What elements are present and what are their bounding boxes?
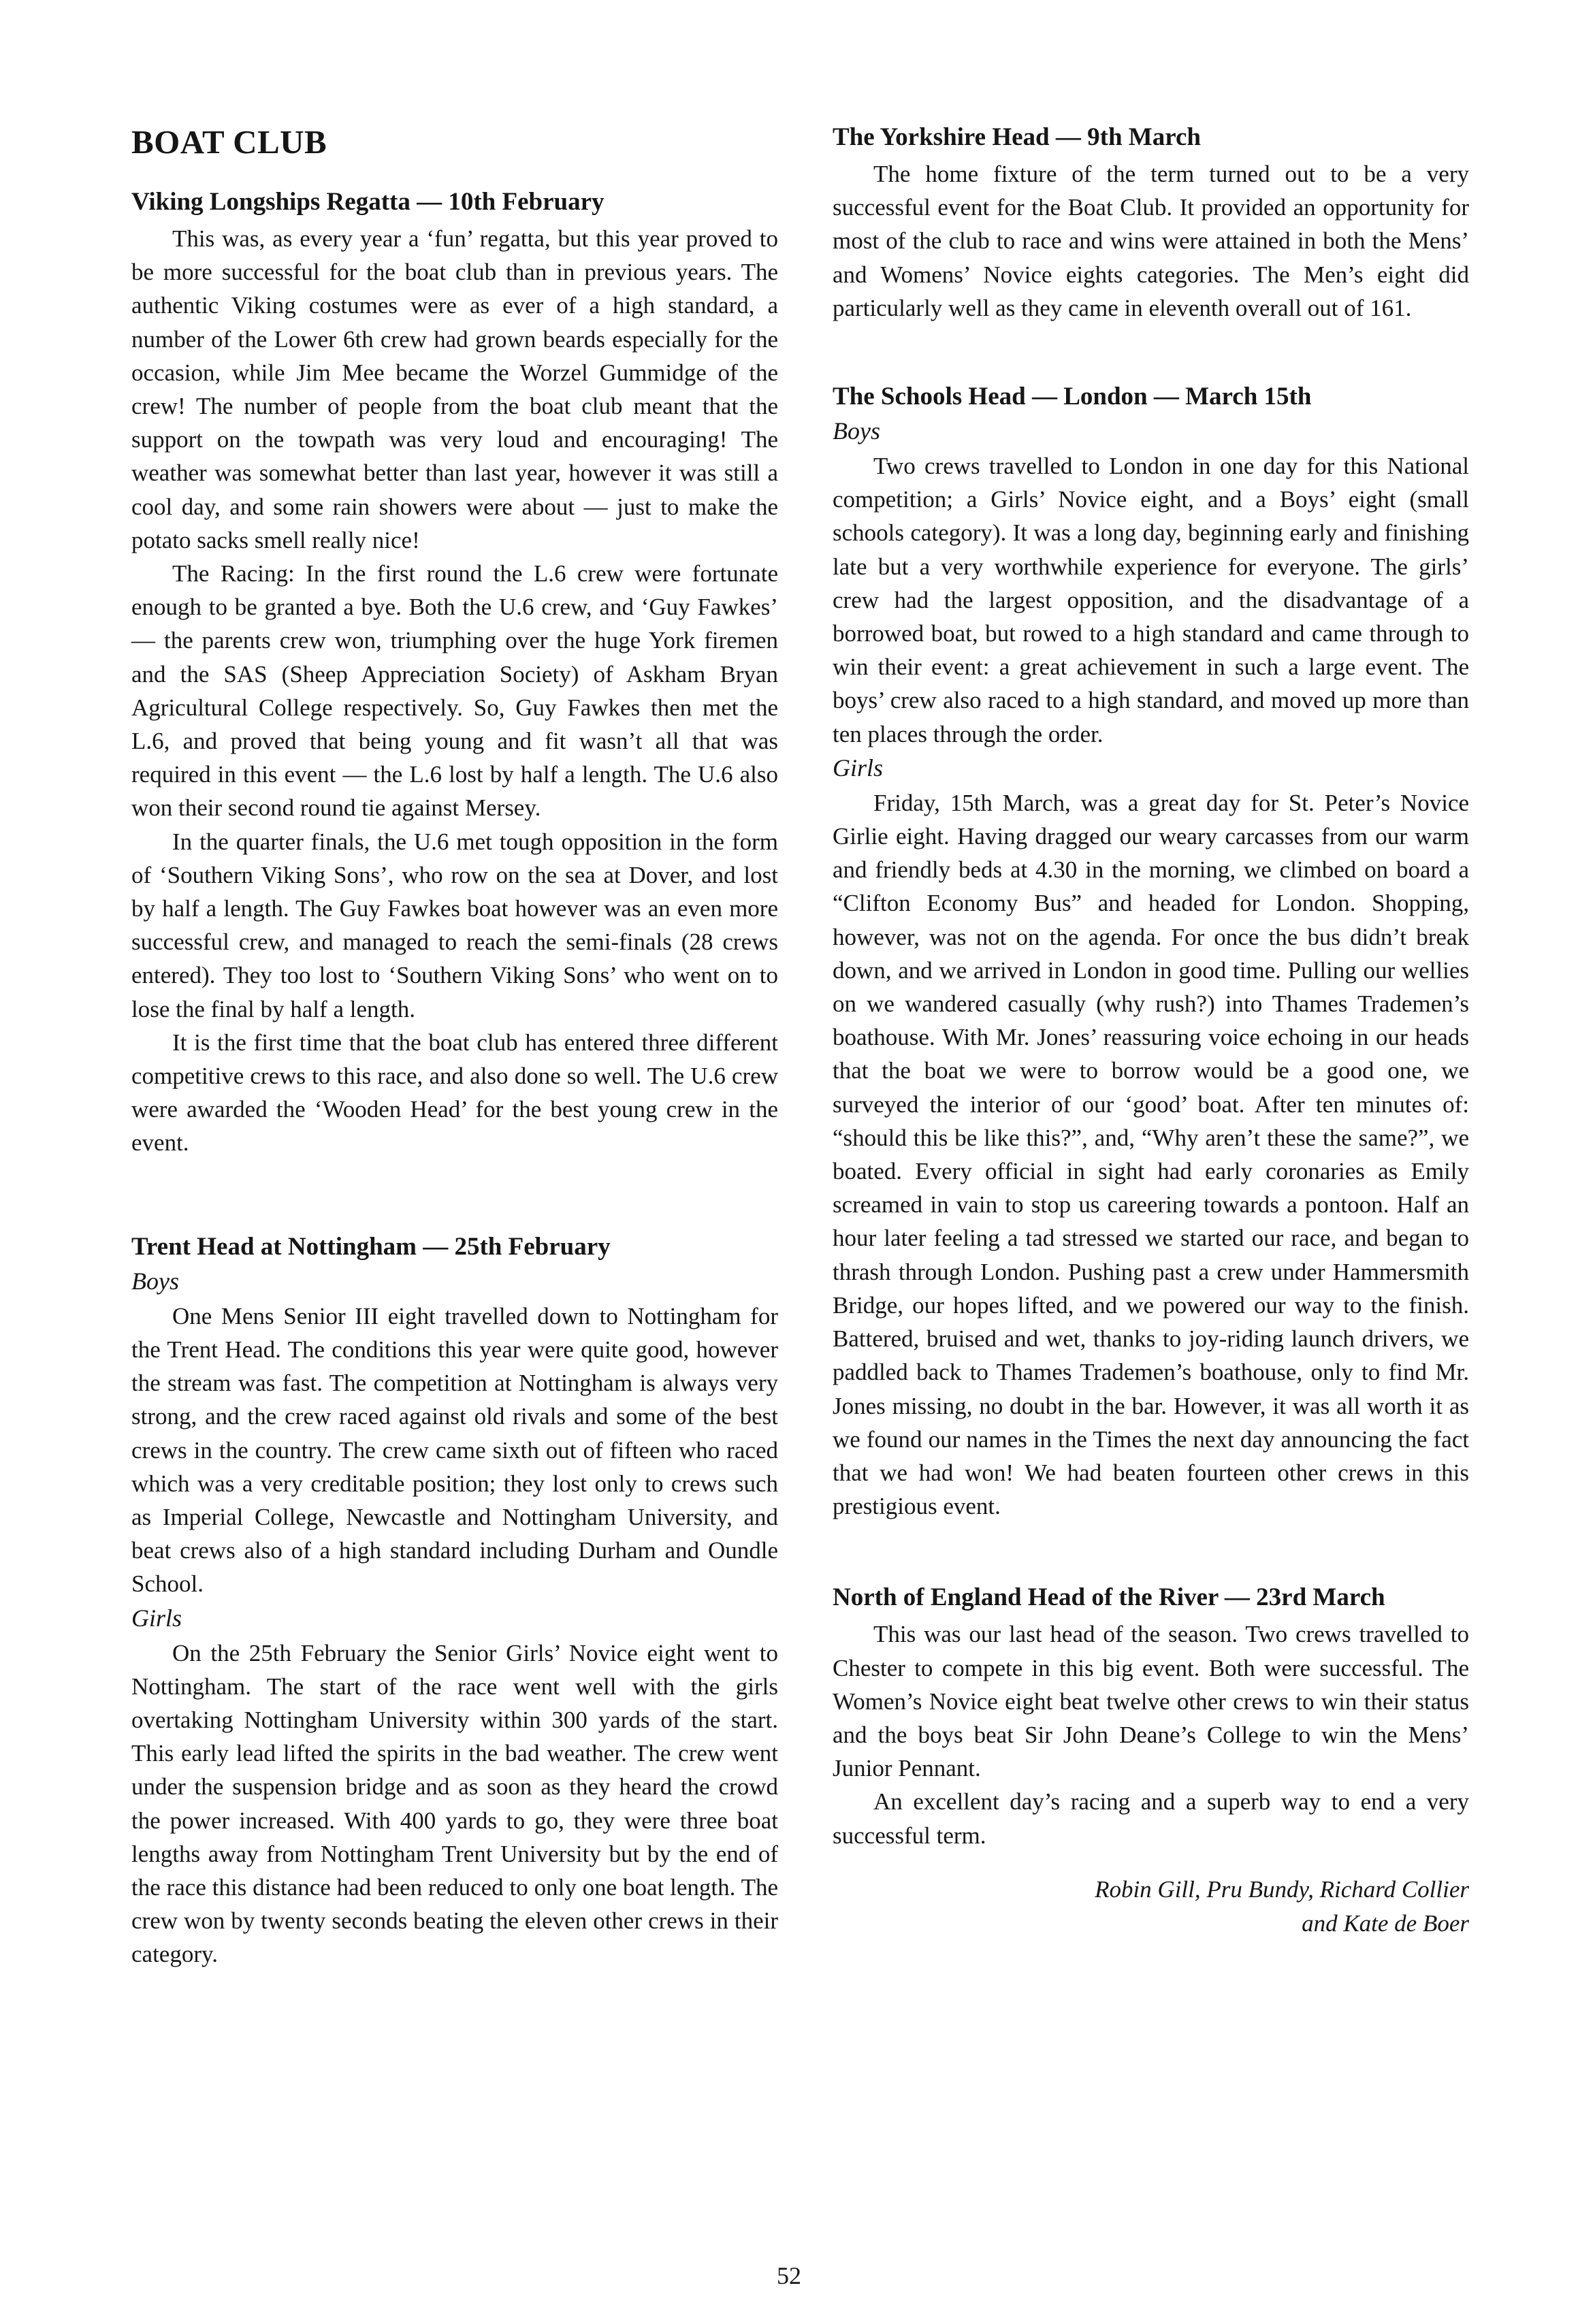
viking-paragraph-1: This was, as every year a ‘fun’ regatta, but this year proved to be more successful for the boat club than in previous years. The authentic Viking costumes were as ever of a high standard, a number of the Lower 6th crew had grown beards especially for the occasion, while Jim Mee became the Worzel Gummidge of the crew! The number of people from the boat club meant that the support on the towpath was very loud and encouraging! The weather was somewhat better than last year, however it was still a cool day, and some rain showers were about — just to make the potato sacks smell really nice! <box>131 225 778 553</box>
trent-girls-label: Girls <box>131 1604 182 1632</box>
viking-regatta-section <box>131 187 778 1160</box>
viking-paragraph-2: The Racing: In the first round the L.6 crew were fortunate enough to be granted a bye. Both the U.6 crew, and ‘Guy Fawkes’ — the parents crew won, triumphing over the huge York firemen and the SAS (Sheep Appreciation Society) of Askham Bryan Agricultural College respectively. So, Guy Fawkes then met the L.6, and proved that being young and fit wasn’t all that was required in this event — the L.6 lost by half a length. The U.6 also won their second round tie against Mersey. <box>131 560 778 822</box>
schools-girls-label: Girls <box>833 754 884 781</box>
viking-paragraph-3: In the quarter finals, the U.6 met tough opposition in the form of ‘Southern Viking Sons’, who row on the sea at Dover, and lost by half a length. The Guy Fawkes boat however was an even more successful crew, and managed to reach the semi-finals (28 crews entered). They too lost to ‘Southern Viking Sons’ who went on to lose the final by half a length. <box>131 828 778 1022</box>
yorkshire-paragraph: The home fixture of the term turned out to be a very successful event for the Boat Club. It provided an opportunity for most of the club to race and wins were attained in both the Mens’ and Womens’ Novice eights categories. The Men’s eight did particularly well as they came in eleventh overall out of 161. <box>833 161 1469 321</box>
section-spacer <box>833 325 1469 382</box>
trent-head-section <box>131 1232 778 1971</box>
section-spacer <box>131 1160 778 1232</box>
schools-boys-paragraph: Two crews travelled to London in one day for this National competition; a Girls’ Novice eight, and a Boys’ eight (small schools category). It was a long day, beginning early and finishing late but a very worthwhile experience for everyone. The girls’ crew had the largest opposition, and the disadvantage of a borrowed boat, but rowed to a high standard and came through to win their event: a great achievement in such a large event. The boys’ crew also raced to a high standard, and moved up more than ten places through the order. <box>833 453 1469 747</box>
schools-head-section <box>833 382 1469 1523</box>
trent-boys-paragraph: One Mens Senior III eight travelled down to Nottingham for the Trent Head. The conditions this year were quite good, however the stream was fast. The competition at Nottingham is always very strong, and the crew raced against old rivals and some of the best crews in the country. The crew came sixth out of fifteen who raced which was a very creditable position; they lost only to crews such as Imperial College, Newcastle and Nottingham University, and beat crews also of a high standard including Durham and Oundle School. <box>131 1302 778 1598</box>
schools-boys-label: Boys <box>833 417 880 445</box>
page-title: BOAT CLUB <box>131 123 327 161</box>
trent-boys-label: Boys <box>131 1267 179 1295</box>
yorkshire-head-heading: The Yorkshire Head — 9th March <box>833 123 1201 151</box>
viking-regatta-heading: Viking Longships Regatta — 10th February <box>131 188 605 216</box>
schools-head-heading: The Schools Head — London — March 15th <box>833 383 1312 411</box>
left-column <box>131 123 778 1971</box>
signature-line-1: Robin Gill, Pru Bundy, Richard Collier <box>1095 1875 1469 1903</box>
north-england-section <box>833 1583 1469 1852</box>
author-signature <box>833 1873 1469 1941</box>
viking-paragraph-4: It is the first time that the boat club has entered three different competitive crews to this race, and also done so well. The U.6 crew were awarded the ‘Wooden Head’ for the best young crew in the event. <box>131 1029 778 1157</box>
trent-girls-paragraph: On the 25th February the Senior Girls’ Novice eight went to Nottingham. The start of the race went well with the girls overtaking Nottingham University within 300 yards of the start. This early lead lifted the spirits in the bad weather. The crew went under the suspension bridge and as soon as they heard the crowd the power increased. With 400 yards to go, they were three boat lengths away from Nottingham Trent University but by the end of the race this distance had been reduced to only one boat length. The crew won by twenty seconds beating the eleven other crews in their category. <box>131 1639 778 1968</box>
page-number: 52 <box>777 2262 801 2289</box>
north-paragraph-1: This was our last head of the season. Two crews travelled to Chester to compete in this big event. Both were successful. The Women’s Novice eight beat twelve other crews to win their status and the boys beat Sir John Deane’s College to win the Mens’ Junior Pennant. <box>833 1621 1469 1782</box>
right-column <box>833 123 1469 1941</box>
signature-line-2: and Kate de Boer <box>1302 1909 1469 1937</box>
north-england-heading: North of England Head of the River — 23rd March <box>833 1583 1385 1612</box>
yorkshire-head-section <box>833 123 1469 325</box>
north-paragraph-2: An excellent day’s racing and a superb way to end a very successful term. <box>833 1788 1469 1849</box>
section-spacer <box>833 1523 1469 1583</box>
trent-head-heading: Trent Head at Nottingham — 25th February <box>131 1232 611 1261</box>
schools-girls-paragraph: Friday, 15th March, was a great day for St. Peter’s Novice Girlie eight. Having dragged our weary carcasses from our warm and friendly beds at 4.30 in the morning, we climbed on board a “Clifton Economy Bus” and headed for London. Shopping, however, was not on the agenda. For once the bus didn’t break down, and we arrived in London in good time. Pulling our wellies on we wandered casually (why rush?) into Thames Trademen’s boathouse. With Mr. Jones’ reassuring voice echoing in our heads that the boat we were to borrow would be a good one, we surveyed the interior of our ‘good’ boat. After ten minutes of: “should this be like this?”, and, “Why aren’t these the same?”, we boated. Every official in sight had early coronaries as Emily screamed in vain to stop us careering towards a pontoon. Half an hour later feeling a tad stressed we started our race, and began to thrash through London. Pushing past a crew under Hammersmith Bridge, our hopes lifted, and we powered our way to the finish. Battered, bruised and wet, thanks to joy-riding launch drivers, we paddled back to Thames Trademen’s boathouse, only to find Mr. Jones missing, no doubt in the bar. However, it was all worth it as we found our names in the Times the next day announcing the fact that we had won! We had beaten fourteen other crews in this prestigious event. <box>833 789 1469 1520</box>
